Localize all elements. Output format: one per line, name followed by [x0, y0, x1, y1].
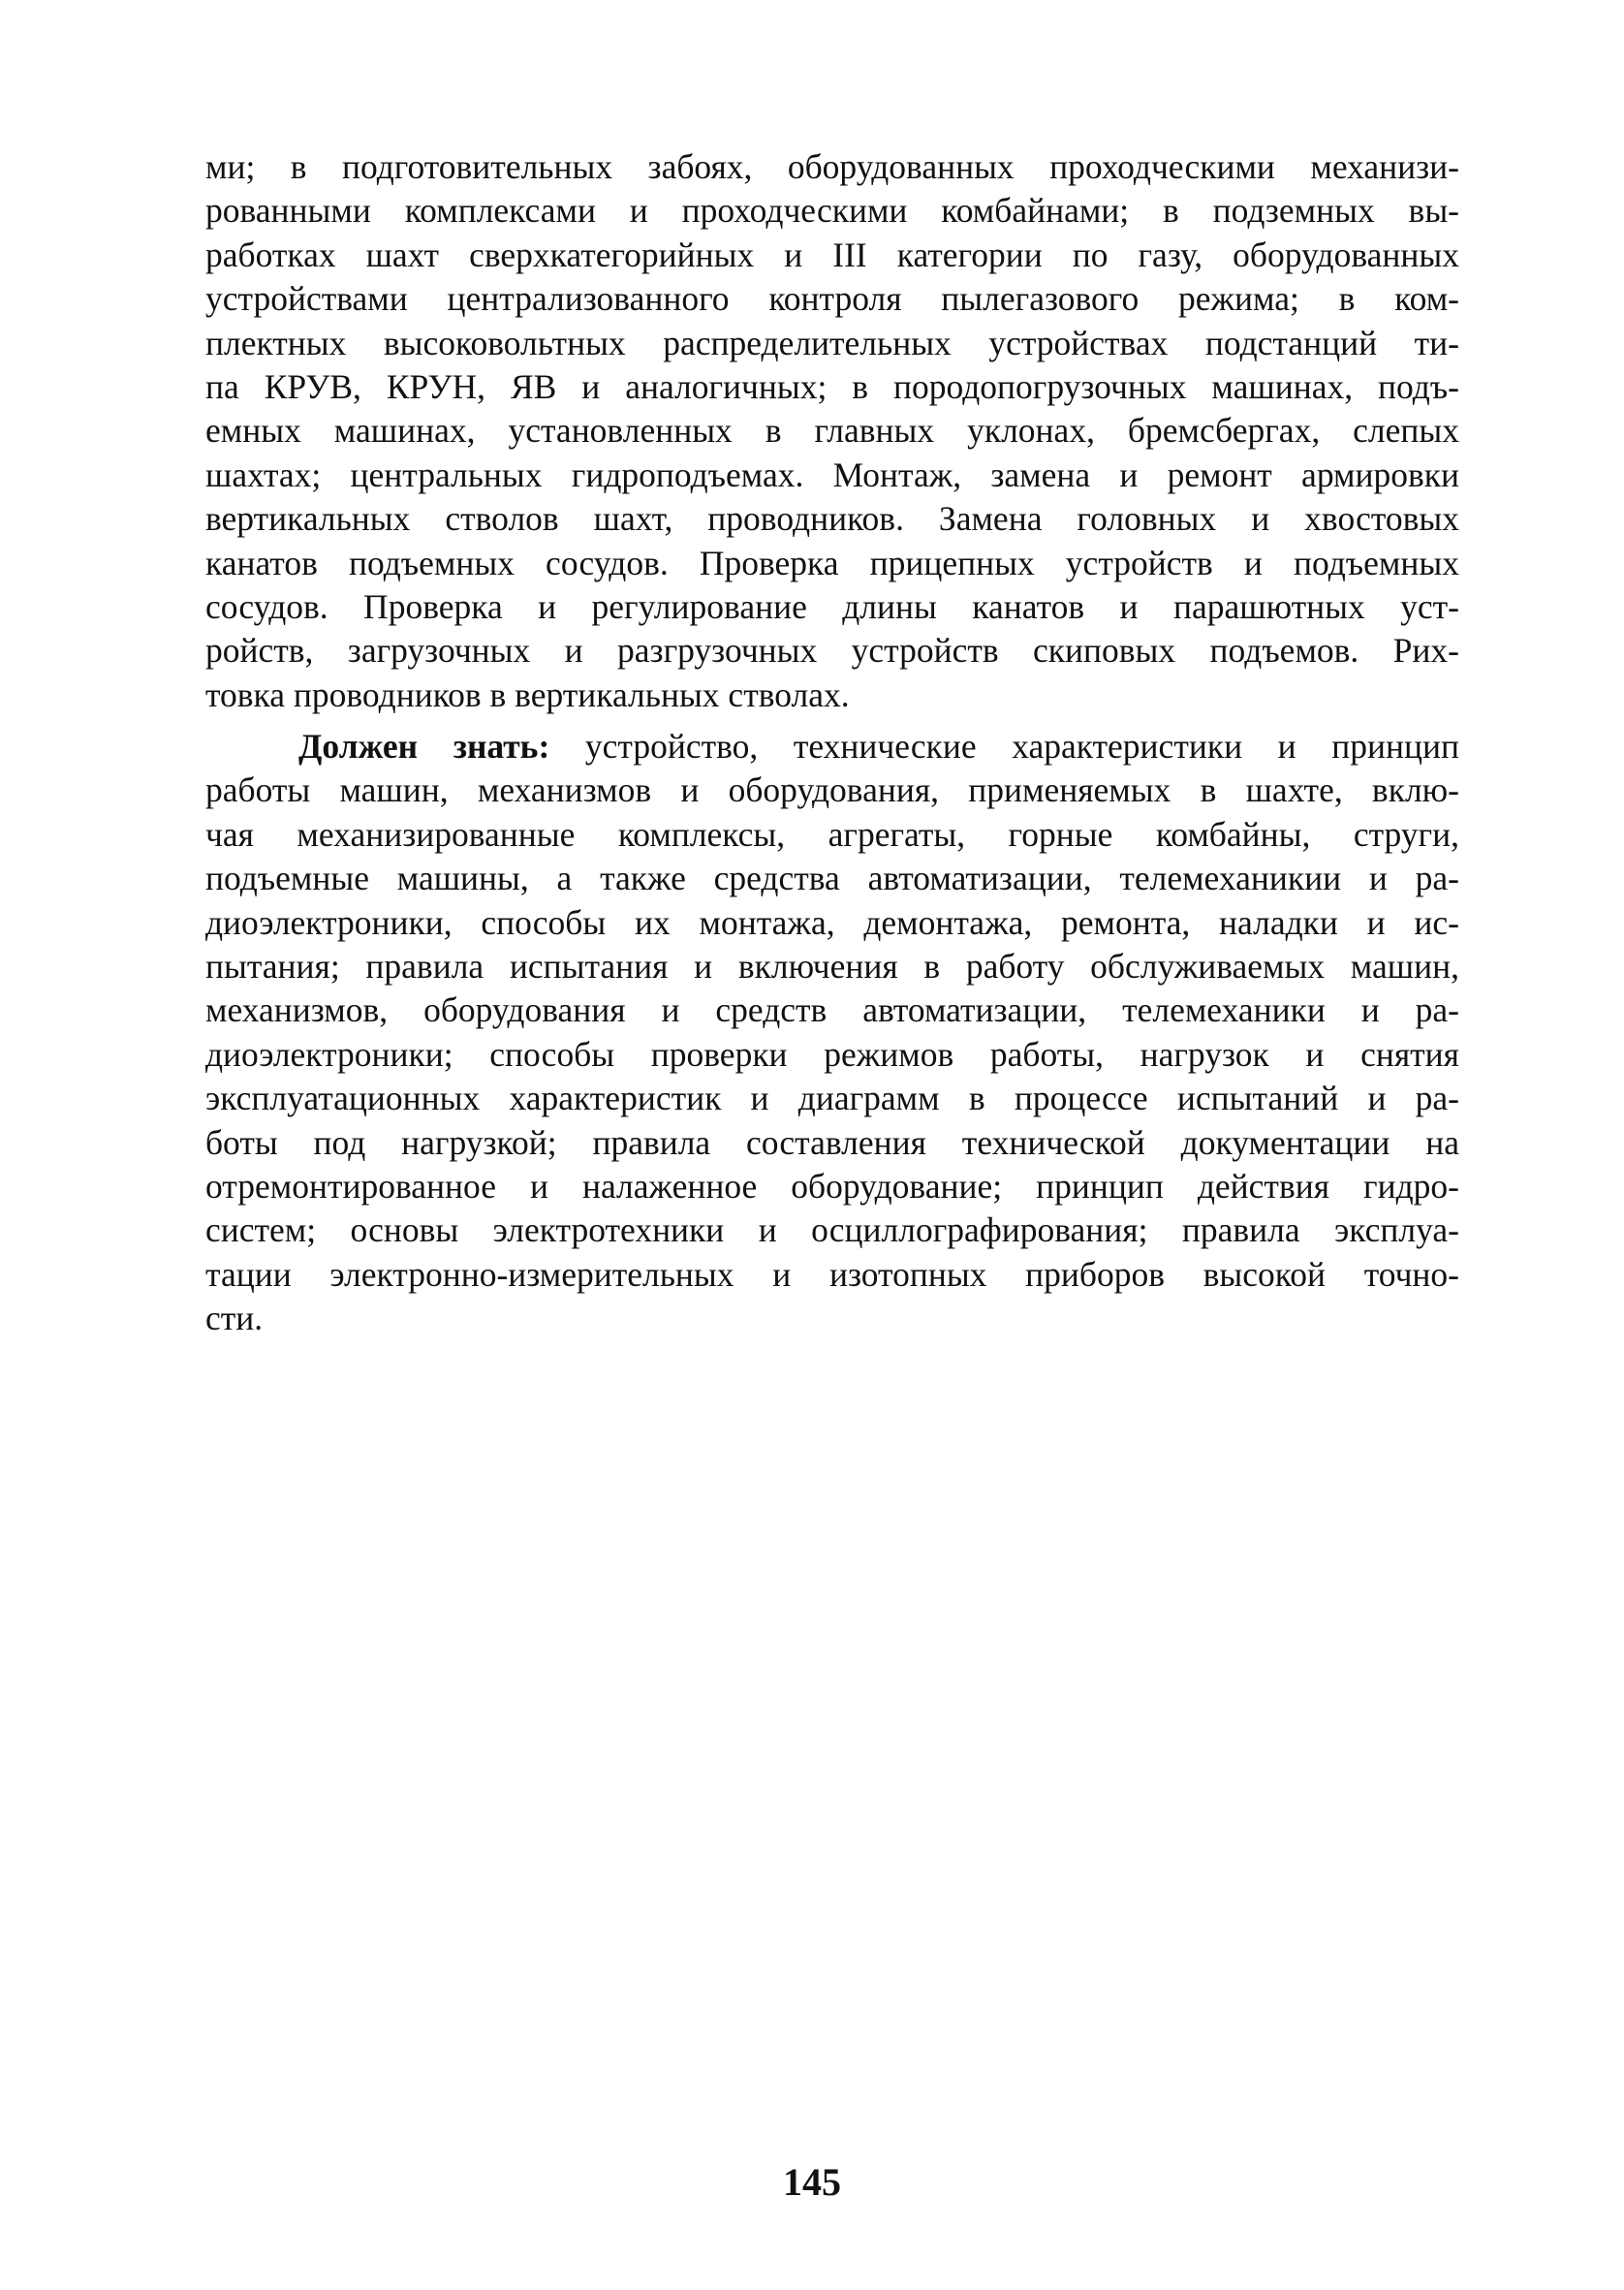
text-line: систем; основы электротехники и осциллографирования; правила эксплуа-: [205, 1210, 1459, 1250]
text-line: отремонтированное и налаженное оборудование; принцип действия гидро-: [205, 1166, 1459, 1206]
text-line: работы машин, механизмов и оборудования, применяемых в шахте, вклю-: [205, 770, 1459, 810]
text-line: чая механизированные комплексы, агрегаты, горные комбайны, струги,: [205, 814, 1459, 854]
text-line: товка проводников в вертикальных стволах.: [205, 674, 850, 714]
text-line: емных машинах, установленных в главных уклонах, бремсбергах, слепых: [205, 411, 1459, 451]
text-line: устройствами централизованного контроля пылегазового режима; в ком-: [205, 279, 1459, 319]
text-line: канатов подъемных сосудов. Проверка прицепных устройств и подъемных: [205, 543, 1459, 582]
text-line: плектных высоковольтных распределительных устройствах подстанций ти-: [205, 323, 1459, 362]
paragraph-1: [205, 145, 1459, 717]
text-line: пытания; правила испытания и включения в работу обслуживаемых машин,: [205, 947, 1459, 987]
page-number: 145: [783, 2160, 841, 2204]
text-line: рованными комплексами и проходческими комбайнами; в подземных вы-: [205, 191, 1459, 231]
text-line: диоэлектроники, способы их монтажа, демонтажа, ремонта, наладки и ис-: [205, 902, 1459, 942]
text-line: ми; в подготовительных забоях, оборудованных проходческими механизи-: [205, 147, 1459, 186]
text-line: эксплуатационных характеристик и диаграмм в процессе испытаний и ра-: [205, 1079, 1459, 1118]
text-line: сти.: [205, 1299, 264, 1338]
text-line: сосудов. Проверка и регулирование длины канатов и парашютных уст-: [205, 586, 1459, 626]
text-line: тации электронно-измерительных и изотопных приборов высокой точно-: [205, 1254, 1459, 1294]
text-line: па КРУВ, КРУН, ЯВ и аналогичных; в породопогрузочных машинах, подъ-: [205, 366, 1459, 406]
text-line: боты под нагрузкой; правила составления технической документации на: [205, 1122, 1459, 1162]
text-line: подъемные машины, а также средства автоматизации, телемеханикии и ра-: [205, 859, 1459, 898]
text-line: шахтах; центральных гидроподъемах. Монтаж, замена и ремонт армировки: [205, 455, 1459, 494]
text-line: диоэлектроники; способы проверки режимов работы, нагрузок и снятия: [205, 1034, 1459, 1074]
text-line: ройств, загрузочных и разгрузочных устройств скиповых подъемов. Рих-: [205, 631, 1459, 671]
paragraph-gap: [205, 717, 1459, 725]
text-line: работках шахт сверхкатегорийных и III категории по газу, оборудованных: [205, 235, 1459, 274]
paragraph-2: [205, 725, 1459, 1340]
section-heading: Должен знать:: [298, 727, 550, 767]
heading-line-text: устройство, технические характеристики и принцип: [549, 727, 1459, 767]
text-line: [205, 725, 1459, 769]
body-text: [205, 145, 1459, 1341]
text-line: механизмов, оборудования и средств автоматизации, телемеханики и ра-: [205, 990, 1459, 1030]
text-line: вертикальных стволов шахт, проводников. Замена головных и хвостовых: [205, 499, 1459, 539]
